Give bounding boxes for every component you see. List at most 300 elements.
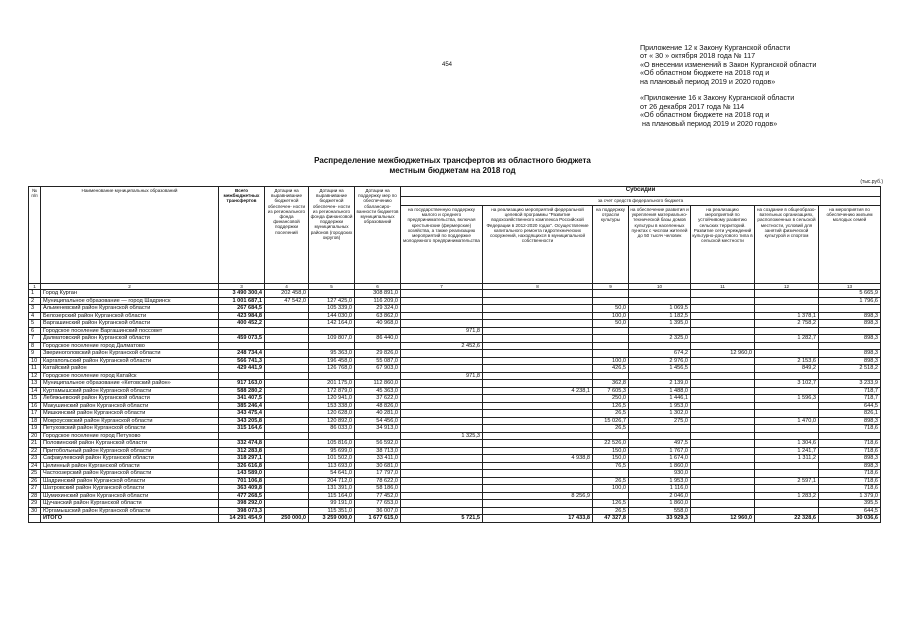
cell-s9 bbox=[593, 470, 629, 478]
cell-d2: 115 351,0 bbox=[309, 507, 355, 515]
cell-d2: 54 641,0 bbox=[309, 470, 355, 478]
table-row bbox=[29, 500, 881, 508]
cell-s8 bbox=[483, 320, 593, 328]
cell-s11 bbox=[691, 417, 755, 425]
cell-s12 bbox=[755, 297, 819, 305]
cell-total: 143 589,0 bbox=[219, 470, 265, 478]
cell-s11 bbox=[691, 290, 755, 298]
title-line-2: местным бюджетам на 2018 год bbox=[389, 165, 516, 175]
cell-d3: 30 681,0 bbox=[355, 462, 401, 470]
cell-s13: 718,6 bbox=[819, 485, 881, 493]
cell-d1 bbox=[265, 372, 309, 380]
column-index-cell: 6 bbox=[355, 284, 401, 290]
cell-d3: 33 411,0 bbox=[355, 455, 401, 463]
cell-s11 bbox=[691, 507, 755, 515]
appendix-line: «Об областном бюджете на 2018 год и bbox=[640, 110, 770, 120]
cell-s10: 1 860,0 bbox=[629, 462, 691, 470]
cell-s7 bbox=[401, 290, 483, 298]
cell-s8 bbox=[483, 447, 593, 455]
cell-total: 315 164,6 bbox=[219, 425, 265, 433]
cell-s7 bbox=[401, 320, 483, 328]
header-total: Всего межбюджетных трансфертов bbox=[219, 187, 265, 284]
cell-n: 3 bbox=[29, 305, 41, 313]
cell-s8 bbox=[483, 327, 593, 335]
cell-d3: 58 186,0 bbox=[355, 485, 401, 493]
cell-s9: 26,5 bbox=[593, 425, 629, 433]
cell-s10: 1 953,0 bbox=[629, 477, 691, 485]
column-index-cell: 5 bbox=[309, 284, 355, 290]
cell-s13: 718,6 bbox=[819, 425, 881, 433]
cell-d1 bbox=[265, 387, 309, 395]
cell-d2: 105 816,0 bbox=[309, 440, 355, 448]
table-row bbox=[29, 395, 881, 403]
appendix-line: на плановый период 2019 и 2020 годов» bbox=[640, 76, 776, 86]
cell-s13: 718,6 bbox=[819, 440, 881, 448]
cell-name: Лебяжьевский район Курганской области bbox=[41, 395, 219, 403]
column-index-cell: 8 bbox=[483, 284, 593, 290]
cell-s12 bbox=[755, 507, 819, 515]
table-row bbox=[29, 485, 881, 493]
cell-s8 bbox=[483, 297, 593, 305]
cell-s10: 2 139,0 bbox=[629, 380, 691, 388]
table-row bbox=[29, 297, 881, 305]
cell-s13: 718,7 bbox=[819, 387, 881, 395]
cell-total: 267 684,5 bbox=[219, 305, 265, 313]
cell-d2: 115 164,0 bbox=[309, 492, 355, 500]
cell-d1 bbox=[265, 417, 309, 425]
cell-s8 bbox=[483, 380, 593, 388]
cell-s13: 898,3 bbox=[819, 455, 881, 463]
cell-n: 29 bbox=[29, 500, 41, 508]
cell-s13: 718,6 bbox=[819, 470, 881, 478]
cell-total bbox=[219, 327, 265, 335]
cell-s12 bbox=[755, 305, 819, 313]
cell-s7 bbox=[401, 477, 483, 485]
cell-s8 bbox=[483, 350, 593, 358]
cell-d3 bbox=[355, 342, 401, 350]
cell-s13: 395,5 bbox=[819, 500, 881, 508]
table-row bbox=[29, 440, 881, 448]
cell-total: 14 291 454,9 bbox=[219, 515, 265, 523]
cell-s10: 1 767,0 bbox=[629, 447, 691, 455]
cell-s13: 718,6 bbox=[819, 447, 881, 455]
cell-d1 bbox=[265, 492, 309, 500]
cell-s7: 2 452,6 bbox=[401, 342, 483, 350]
cell-s10 bbox=[629, 297, 691, 305]
cell-s9: 126,5 bbox=[593, 500, 629, 508]
table-row bbox=[29, 387, 881, 395]
cell-s8 bbox=[483, 395, 593, 403]
cell-d1 bbox=[265, 455, 309, 463]
cell-s12 bbox=[755, 432, 819, 440]
cell-name: Шумихинский район Курганской области bbox=[41, 492, 219, 500]
cell-name: Город Курган bbox=[41, 290, 219, 298]
cell-n: 2 bbox=[29, 297, 41, 305]
cell-n: 12 bbox=[29, 372, 41, 380]
cell-d2: 86 033,0 bbox=[309, 425, 355, 433]
cell-s11 bbox=[691, 470, 755, 478]
cell-d1 bbox=[265, 462, 309, 470]
table-row bbox=[29, 320, 881, 328]
cell-s12 bbox=[755, 372, 819, 380]
cell-name: Половинский район Курганской области bbox=[41, 440, 219, 448]
cell-s13: 826,1 bbox=[819, 410, 881, 418]
cell-s11 bbox=[691, 440, 755, 448]
cell-d1 bbox=[265, 327, 309, 335]
cell-s11 bbox=[691, 342, 755, 350]
table-row bbox=[29, 350, 881, 358]
cell-s9: 100,0 bbox=[593, 357, 629, 365]
cell-s11 bbox=[691, 357, 755, 365]
cell-d3: 1 677 615,0 bbox=[355, 515, 401, 523]
cell-s7 bbox=[401, 485, 483, 493]
cell-d3: 29 324,0 bbox=[355, 305, 401, 313]
cell-s9: 150,0 bbox=[593, 455, 629, 463]
cell-s10: 497,5 bbox=[629, 440, 691, 448]
cell-n: 13 bbox=[29, 380, 41, 388]
cell-d2: 120 941,0 bbox=[309, 395, 355, 403]
cell-s7 bbox=[401, 507, 483, 515]
cell-name: Городское поселение Варгашинский поссовет bbox=[41, 327, 219, 335]
cell-d2: 126 768,0 bbox=[309, 365, 355, 373]
cell-d1 bbox=[265, 485, 309, 493]
cell-d3: 40 968,0 bbox=[355, 320, 401, 328]
cell-s11 bbox=[691, 395, 755, 403]
cell-s10: 1 446,1 bbox=[629, 395, 691, 403]
cell-d3: 86 440,0 bbox=[355, 335, 401, 343]
cell-name: Муниципальное образование — город Шадринск bbox=[41, 297, 219, 305]
cell-total: 385 246,4 bbox=[219, 402, 265, 410]
appendix-line: от « 30 » октября 2018 года № 117 bbox=[640, 51, 756, 61]
table-row bbox=[29, 305, 881, 313]
cell-name: Городское поселение город Катайск bbox=[41, 372, 219, 380]
cell-s13: 898,3 bbox=[819, 462, 881, 470]
cell-s9: 22 526,0 bbox=[593, 440, 629, 448]
title-line-1: Распределение межбюджетных трансфертов из областного бюджета bbox=[314, 156, 591, 165]
header-s9: на поддержку отрасли культуры bbox=[593, 206, 629, 284]
cell-s13: 644,5 bbox=[819, 402, 881, 410]
cell-name: Мишкинский район Курганской области bbox=[41, 410, 219, 418]
cell-name: Щучанский район Курганской области bbox=[41, 500, 219, 508]
appendix-line: «Приложение 16 к Закону Курганской области bbox=[640, 93, 795, 103]
cell-s13: 1 796,6 bbox=[819, 297, 881, 305]
cell-s9: 76,5 bbox=[593, 462, 629, 470]
cell-s13 bbox=[819, 372, 881, 380]
cell-total: 343 205,8 bbox=[219, 417, 265, 425]
cell-s9: 50,0 bbox=[593, 305, 629, 313]
cell-s11 bbox=[691, 402, 755, 410]
cell-n: 30 bbox=[29, 507, 41, 515]
cell-n: 9 bbox=[29, 350, 41, 358]
cell-s11 bbox=[691, 447, 755, 455]
cell-s11 bbox=[691, 365, 755, 373]
appendix-line: от 26 декабря 2017 года № 114 bbox=[640, 101, 745, 111]
cell-s9: 26,5 bbox=[593, 507, 629, 515]
cell-s9: 47 327,8 bbox=[593, 515, 629, 523]
cell-s8: 4 238,1 bbox=[483, 387, 593, 395]
cell-s10: 1 182,5 bbox=[629, 312, 691, 320]
cell-s7 bbox=[401, 365, 483, 373]
cell-name: Куртамышский район Курганской области bbox=[41, 387, 219, 395]
cell-total: 3 490 300,4 bbox=[219, 290, 265, 298]
cell-s7 bbox=[401, 410, 483, 418]
cell-name: Катайский район bbox=[41, 365, 219, 373]
total-row bbox=[29, 515, 881, 523]
cell-s9 bbox=[593, 492, 629, 500]
appendix-line: на плановый период 2019 и 2020 годов» bbox=[640, 118, 778, 128]
cell-s11: 12 960,0 bbox=[691, 515, 755, 523]
cell-name: Целинный район Курганской области bbox=[41, 462, 219, 470]
cell-d2: 101 502,0 bbox=[309, 455, 355, 463]
column-index-cell: 1 bbox=[29, 284, 41, 290]
cell-n: 11 bbox=[29, 365, 41, 373]
cell-s7: 971,8 bbox=[401, 372, 483, 380]
cell-d2: 109 807,0 bbox=[309, 335, 355, 343]
cell-d1 bbox=[265, 342, 309, 350]
header-subsidies: Субсидии bbox=[401, 187, 881, 197]
table-row bbox=[29, 327, 881, 335]
cell-s9: 362,8 bbox=[593, 380, 629, 388]
cell-s11 bbox=[691, 305, 755, 313]
cell-name: Петуховский район Курганской области bbox=[41, 425, 219, 433]
cell-s9 bbox=[593, 432, 629, 440]
cell-s8 bbox=[483, 462, 593, 470]
header-d3: Дотации на поддержку мер по обеспечению сбалансиро- ванности бюджетов муниципальных образований bbox=[355, 187, 401, 284]
cell-s7: 1 325,3 bbox=[401, 432, 483, 440]
cell-name: Частоозерский район Курганской области bbox=[41, 470, 219, 478]
cell-name: Сафакулевский район Курганской области bbox=[41, 455, 219, 463]
table-row bbox=[29, 402, 881, 410]
cell-d1 bbox=[265, 320, 309, 328]
table-row bbox=[29, 425, 881, 433]
cell-s9: 126,5 bbox=[593, 402, 629, 410]
cell-total: 398 292,0 bbox=[219, 500, 265, 508]
cell-n: 23 bbox=[29, 455, 41, 463]
cell-s10 bbox=[629, 372, 691, 380]
cell-d2: 131 391,0 bbox=[309, 485, 355, 493]
cell-s11 bbox=[691, 335, 755, 343]
column-index-cell: 10 bbox=[629, 284, 691, 290]
cell-s10 bbox=[629, 425, 691, 433]
cell-d2: 113 693,0 bbox=[309, 462, 355, 470]
cell-d3 bbox=[355, 432, 401, 440]
cell-d1 bbox=[265, 425, 309, 433]
cell-s10: 1 860,0 bbox=[629, 500, 691, 508]
cell-d2: 105 339,0 bbox=[309, 305, 355, 313]
cell-s11 bbox=[691, 477, 755, 485]
cell-d2 bbox=[309, 327, 355, 335]
table-row bbox=[29, 507, 881, 515]
cell-d1 bbox=[265, 432, 309, 440]
cell-total: 343 475,4 bbox=[219, 410, 265, 418]
cell-d1 bbox=[265, 350, 309, 358]
header-s11: на реализацию мероприятий по устойчивому развитию сельских территорий. Развитие сети учреждений культурно-досугового типа в сельской местности bbox=[691, 206, 755, 284]
cell-s12: 1 470,0 bbox=[755, 417, 819, 425]
cell-s12 bbox=[755, 290, 819, 298]
table-row bbox=[29, 462, 881, 470]
cell-n: 16 bbox=[29, 402, 41, 410]
cell-s12: 849,2 bbox=[755, 365, 819, 373]
cell-s13: 5 665,9 bbox=[819, 290, 881, 298]
column-index-cell: 13 bbox=[819, 284, 881, 290]
cell-s9: 250,0 bbox=[593, 395, 629, 403]
cell-d3: 54 456,0 bbox=[355, 417, 401, 425]
cell-s9 bbox=[593, 327, 629, 335]
cell-s7 bbox=[401, 380, 483, 388]
cell-s9: 7 605,3 bbox=[593, 387, 629, 395]
appendix-line: «О внесении изменений в Закон Курганской области bbox=[640, 59, 817, 69]
cell-s12: 1 282,7 bbox=[755, 335, 819, 343]
cell-s7 bbox=[401, 447, 483, 455]
page-number: 454 bbox=[442, 62, 453, 68]
cell-s13: 718,7 bbox=[819, 395, 881, 403]
cell-s8 bbox=[483, 440, 593, 448]
cell-d3: 36 007,0 bbox=[355, 507, 401, 515]
cell-d2 bbox=[309, 432, 355, 440]
cell-s8: 17 433,8 bbox=[483, 515, 593, 523]
cell-s12: 22 328,6 bbox=[755, 515, 819, 523]
cell-name: Каргапольский район Курганской области bbox=[41, 357, 219, 365]
cell-s9: 26,5 bbox=[593, 410, 629, 418]
cell-total: 341 407,5 bbox=[219, 395, 265, 403]
cell-s9: 100,0 bbox=[593, 312, 629, 320]
cell-s8 bbox=[483, 312, 593, 320]
table-row bbox=[29, 372, 881, 380]
cell-s12 bbox=[755, 402, 819, 410]
cell-s9 bbox=[593, 350, 629, 358]
cell-s9: 15 026,7 bbox=[593, 417, 629, 425]
cell-s9 bbox=[593, 297, 629, 305]
cell-s12: 2 597,1 bbox=[755, 477, 819, 485]
cell-s12 bbox=[755, 410, 819, 418]
cell-d1 bbox=[265, 447, 309, 455]
cell-d1 bbox=[265, 402, 309, 410]
cell-s11 bbox=[691, 387, 755, 395]
cell-s12: 1 283,2 bbox=[755, 492, 819, 500]
cell-s12 bbox=[755, 327, 819, 335]
cell-s10: 1 953,0 bbox=[629, 402, 691, 410]
cell-s10 bbox=[629, 290, 691, 298]
cell-total: 400 452,2 bbox=[219, 320, 265, 328]
cell-total: 429 441,9 bbox=[219, 365, 265, 373]
cell-n: 15 bbox=[29, 395, 41, 403]
table-row bbox=[29, 477, 881, 485]
cell-s8 bbox=[483, 432, 593, 440]
column-index-cell: 3 bbox=[219, 284, 265, 290]
cell-s13: 898,3 bbox=[819, 350, 881, 358]
cell-s12: 2 758,2 bbox=[755, 320, 819, 328]
cell-s9 bbox=[593, 372, 629, 380]
cell-s10: 1 674,0 bbox=[629, 455, 691, 463]
cell-n: 1 bbox=[29, 290, 41, 298]
cell-s10 bbox=[629, 432, 691, 440]
cell-d2: 127 425,0 bbox=[309, 297, 355, 305]
cell-s12: 1 241,7 bbox=[755, 447, 819, 455]
cell-s8 bbox=[483, 507, 593, 515]
cell-d3: 112 860,0 bbox=[355, 380, 401, 388]
cell-s8 bbox=[483, 410, 593, 418]
table-row bbox=[29, 380, 881, 388]
cell-total: 917 163,0 bbox=[219, 380, 265, 388]
cell-s7 bbox=[401, 470, 483, 478]
cell-total: 363 409,8 bbox=[219, 485, 265, 493]
cell-d2: 95 699,0 bbox=[309, 447, 355, 455]
cell-d2: 99 191,0 bbox=[309, 500, 355, 508]
cell-s8 bbox=[483, 470, 593, 478]
document-title bbox=[0, 156, 905, 175]
cell-total: 566 741,3 bbox=[219, 357, 265, 365]
cell-d1 bbox=[265, 477, 309, 485]
cell-total: 423 984,8 bbox=[219, 312, 265, 320]
cell-s13: 1 379,0 bbox=[819, 492, 881, 500]
cell-s12: 2 153,6 bbox=[755, 357, 819, 365]
cell-s8 bbox=[483, 477, 593, 485]
cell-name: Звериноголовский район Курганской области bbox=[41, 350, 219, 358]
cell-d3: 55 087,0 bbox=[355, 357, 401, 365]
cell-n: 25 bbox=[29, 470, 41, 478]
cell-d1 bbox=[265, 380, 309, 388]
cell-s12: 1 378,1 bbox=[755, 312, 819, 320]
cell-n: 22 bbox=[29, 447, 41, 455]
cell-d1 bbox=[265, 305, 309, 313]
cell-name: Притобольный район Курганской области bbox=[41, 447, 219, 455]
cell-d3: 29 826,0 bbox=[355, 350, 401, 358]
cell-d3: 67 903,0 bbox=[355, 365, 401, 373]
cell-d1 bbox=[265, 365, 309, 373]
cell-s13: 898,3 bbox=[819, 320, 881, 328]
cell-name: Юргамышский район Курганской области bbox=[41, 507, 219, 515]
cell-s8 bbox=[483, 342, 593, 350]
cell-d1 bbox=[265, 507, 309, 515]
cell-s13: 898,3 bbox=[819, 417, 881, 425]
cell-d3: 17 797,0 bbox=[355, 470, 401, 478]
cell-s10: 1 395,0 bbox=[629, 320, 691, 328]
cell-n: 19 bbox=[29, 425, 41, 433]
cell-s7: 971,8 bbox=[401, 327, 483, 335]
cell-s12: 3 102,7 bbox=[755, 380, 819, 388]
cell-d1 bbox=[265, 312, 309, 320]
cell-s8 bbox=[483, 365, 593, 373]
cell-d3: 63 862,0 bbox=[355, 312, 401, 320]
table-row bbox=[29, 417, 881, 425]
cell-s13: 2 518,2 bbox=[819, 365, 881, 373]
table-row bbox=[29, 470, 881, 478]
cell-s7: 5 721,5 bbox=[401, 515, 483, 523]
cell-d1 bbox=[265, 335, 309, 343]
cell-n: 21 bbox=[29, 440, 41, 448]
cell-d2 bbox=[309, 342, 355, 350]
cell-d1: 250 000,0 bbox=[265, 515, 309, 523]
cell-s10: 2 046,0 bbox=[629, 492, 691, 500]
cell-s10: 674,2 bbox=[629, 350, 691, 358]
cell-total bbox=[219, 432, 265, 440]
cell-name: Шадринский район Курганской области bbox=[41, 477, 219, 485]
cell-n bbox=[29, 515, 41, 523]
cell-s9: 150,0 bbox=[593, 447, 629, 455]
cell-s12 bbox=[755, 350, 819, 358]
cell-s11 bbox=[691, 312, 755, 320]
appendix-line: Приложение 12 к Закону Курганской области bbox=[640, 43, 791, 52]
cell-s11 bbox=[691, 380, 755, 388]
cell-s10: 1 302,0 bbox=[629, 410, 691, 418]
cell-s13 bbox=[819, 305, 881, 313]
cell-total: 701 106,8 bbox=[219, 477, 265, 485]
cell-s8 bbox=[483, 357, 593, 365]
cell-d2: 201 175,0 bbox=[309, 380, 355, 388]
cell-s10 bbox=[629, 327, 691, 335]
cell-s9: 50,0 bbox=[593, 320, 629, 328]
cell-s11 bbox=[691, 425, 755, 433]
